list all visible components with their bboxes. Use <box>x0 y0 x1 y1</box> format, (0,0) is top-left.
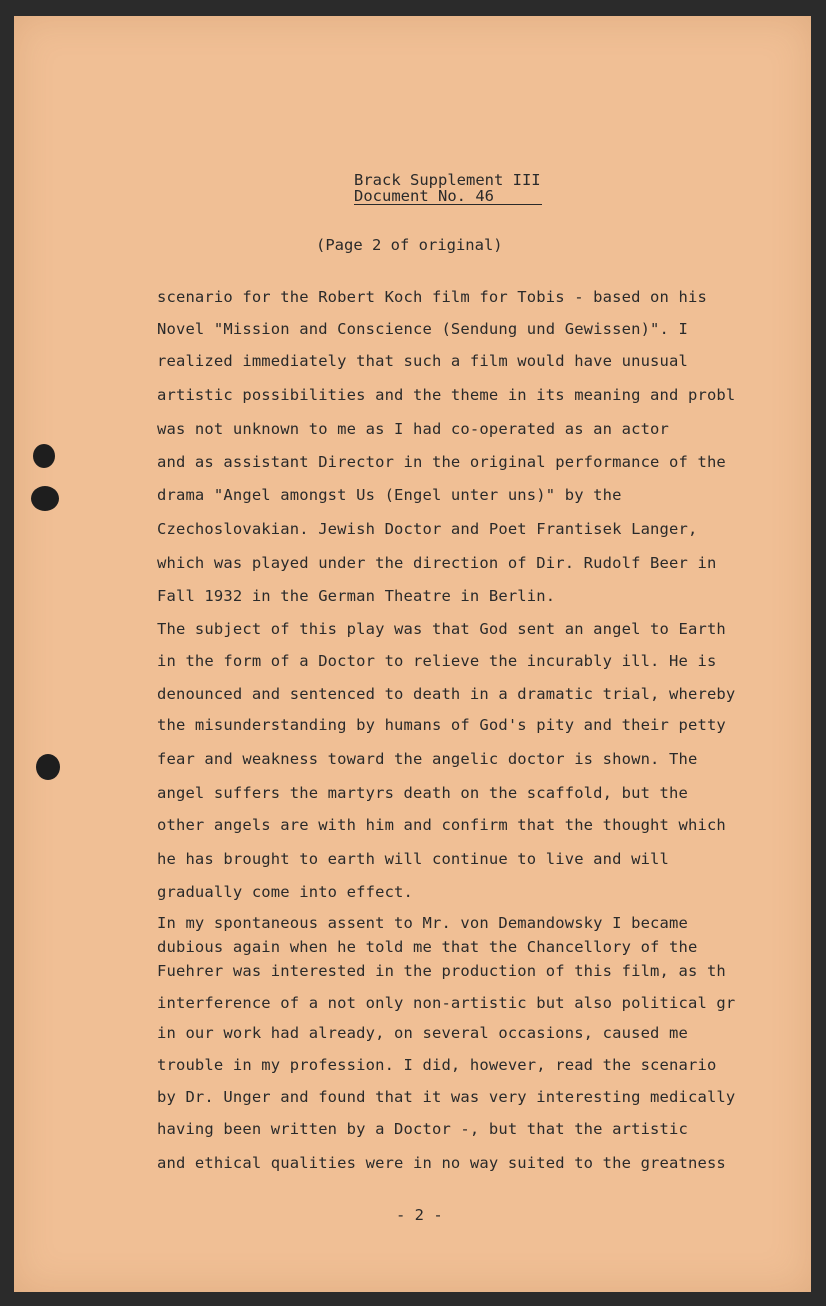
header-document-number: Document No. 46 <box>354 188 542 205</box>
body-line: was not unknown to me as I had co-operated as an actor <box>157 420 670 438</box>
body-line: artistic possibilities and the theme in its meaning and probl <box>157 386 736 404</box>
body-line: the misunderstanding by humans of God's pity and their petty <box>157 716 726 734</box>
body-line: by Dr. Unger and found that it was very interesting medically <box>157 1088 736 1106</box>
body-line: fear and weakness toward the angelic doctor is shown. The <box>157 750 698 768</box>
body-line: realized immediately that such a film would have unusual <box>157 352 688 370</box>
header-supplement: Brack Supplement III <box>354 171 541 189</box>
body-line: angel suffers the martyrs death on the scaffold, but the <box>157 784 688 802</box>
body-line: gradually come into effect. <box>157 883 414 901</box>
page-number: - 2 - <box>396 1206 443 1224</box>
body-line: denounced and sentenced to death in a dramatic trial, whereby <box>157 685 736 703</box>
body-line: in our work had already, on several occasions, caused me <box>157 1024 688 1042</box>
body-line: Czechoslovakian. Jewish Doctor and Poet Frantisek Langer, <box>157 520 698 538</box>
body-line: The subject of this play was that God sent an angel to Earth <box>157 620 726 638</box>
body-line: trouble in my profession. I did, however, read the scenario <box>157 1056 717 1074</box>
body-line: scenario for the Robert Koch film for Tobis - based on his <box>157 288 707 306</box>
punch-hole <box>33 444 55 468</box>
body-line: and as assistant Director in the original performance of the <box>157 453 726 471</box>
body-line: in the form of a Doctor to relieve the incurably ill. He is <box>157 652 717 670</box>
body-line: dubious again when he told me that the Chancellory of the <box>157 938 698 956</box>
body-line: drama "Angel amongst Us (Engel unter uns)" by the <box>157 486 622 504</box>
punch-hole <box>31 486 59 511</box>
punch-hole <box>36 754 60 780</box>
body-line: Fuehrer was interested in the production of this film, as th <box>157 962 726 980</box>
body-line: Fall 1932 in the German Theatre in Berlin. <box>157 587 556 605</box>
body-line: In my spontaneous assent to Mr. von Demandowsky I became <box>157 914 688 932</box>
document-header <box>354 172 542 205</box>
body-line: other angels are with him and confirm that the thought which <box>157 816 726 834</box>
body-line: having been written by a Doctor -, but that the artistic <box>157 1120 688 1138</box>
body-line: Novel "Mission and Conscience (Sendung und Gewissen)". I <box>157 320 688 338</box>
page-of-original: (Page 2 of original) <box>316 236 503 254</box>
body-line: which was played under the direction of Dir. Rudolf Beer in <box>157 554 717 572</box>
document-page <box>14 16 811 1292</box>
body-line: and ethical qualities were in no way suited to the greatness <box>157 1154 726 1172</box>
body-line: he has brought to earth will continue to live and will <box>157 850 670 868</box>
body-line: interference of a not only non-artistic but also political gr <box>157 994 736 1012</box>
